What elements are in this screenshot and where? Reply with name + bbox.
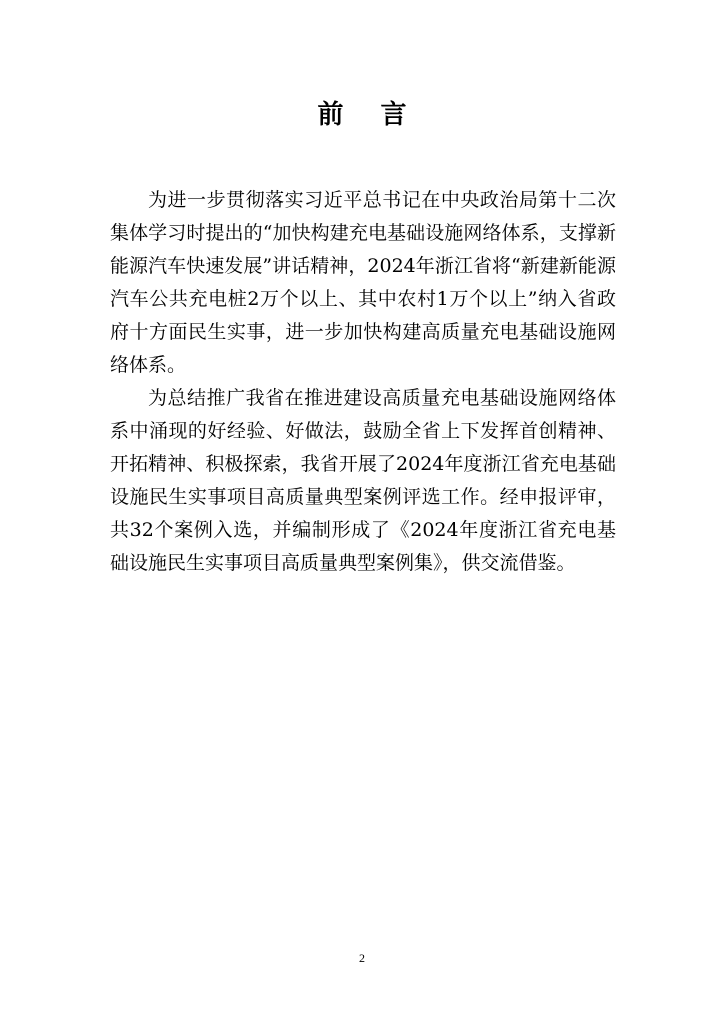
page-number: 2 <box>359 951 365 965</box>
body-text <box>110 184 616 580</box>
paragraph-1: 为进一步贯彻落实习近平总书记在中央政治局第十二次集体学习时提出的“加快构建充电基础设施网络体系，支撑新能源汽车快速发展”讲话精神，2024年浙江省将“新建新能源汽车公共充电桩2万个以上、其中农村1万个以上”纳入省政府十方面民生实事，进一步加快构建高质量充电基础设施网络体系。 <box>110 189 616 376</box>
page-title: 前 言 <box>317 100 421 130</box>
paragraph-2: 为总结推广我省在推进建设高质量充电基础设施网络体系中涌现的好经验、好做法，鼓励全省上下发挥首创精神、开拓精神、积极探索，我省开展了2024年度浙江省充电基础设施民生实事项目高质量典型案例评选工作。经申报评审，共32个案例入选，并编制形成了《2024年度浙江省充电基础设施民生实事项目高质量典型案例集》，供交流借鉴。 <box>110 387 616 574</box>
